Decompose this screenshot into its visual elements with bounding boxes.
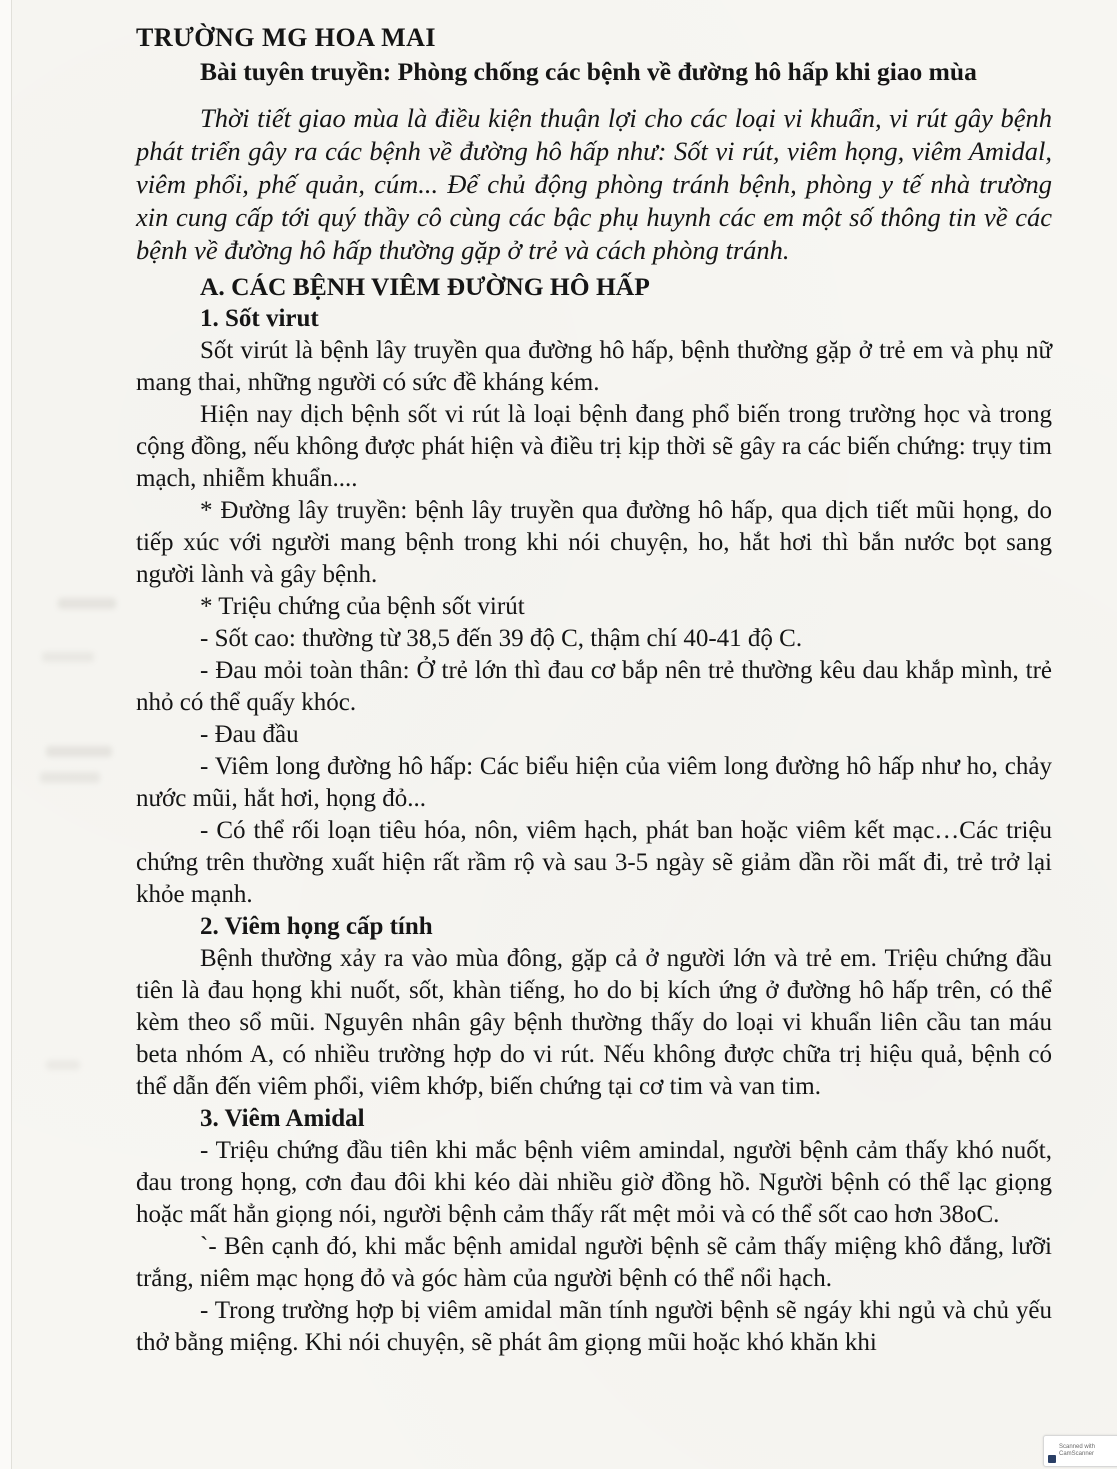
scan-bleedthrough-smudge — [40, 772, 100, 783]
paragraph-sot-virut-1: Sốt virút là bệnh lây truyền qua đường hô hấp, bệnh thường gặp ở trẻ em và phụ nữ mang thai, những người có sức đề kháng kém. — [136, 337, 1052, 396]
paragraph-viem-hong: Bệnh thường xảy ra vào mùa đông, gặp cả ở người lớn và trẻ em. Triệu chứng đầu tiên là đau họng khi nuốt, sốt, khàn tiếng, ho do bị kích ứng ở đường hô hấp trên, có thể kèm theo sổ mũi. Nguyên nhân gây bệnh thường thấy do loại vi khuẩn liên cầu tan máu beta nhóm A, có nhiều trường hợp do vi rút. Nếu không được chữa trị hiệu quả, bệnh có thể dẫn đến viêm phổi, viêm khớp, biến chứng tại cơ tim và van tim. — [136, 945, 1052, 1100]
list-item-viem-long: - Viêm long đường hô hấp: Các biểu hiện của viêm long đường hô hấp như ho, chảy nước mũi, hắt hơi, họng đỏ... — [136, 753, 1052, 812]
list-item-sot-cao: - Sốt cao: thường từ 38,5 đến 39 độ C, thậm chí 40-41 độ C. — [200, 625, 803, 652]
scanner-watermark-badge — [1043, 1435, 1117, 1467]
school-name: TRƯỜNG MG HOA MAI — [136, 23, 437, 52]
list-item-dau-dau: - Đau đầu — [200, 721, 299, 748]
scan-bleedthrough-smudge — [46, 746, 112, 757]
heading-viem-hong: 2. Viêm họng cấp tính — [200, 913, 433, 940]
scan-bleedthrough-smudge — [42, 652, 94, 662]
list-item-roi-loan: - Có thể rối loạn tiêu hóa, nôn, viêm hạch, phát ban hoặc viêm kết mạc…Các triệu chứng trên thường xuất hiện rất rầm rộ và sau 3-5 ngày sẽ giảm dần rồi mất đi, trẻ trở lại khỏe mạnh. — [136, 817, 1052, 908]
heading-sot-virut: 1. Sốt virut — [200, 305, 319, 332]
intro-paragraph: Thời tiết giao mùa là điều kiện thuận lợi cho các loại vi khuẩn, vi rút gây bệnh phát triển gây ra các bệnh về đường hô hấp như: Sốt vi rút, viêm họng, viêm Amidal, viêm phổi, phế quản, cúm... Để chủ động phòng tránh bệnh, phòng y tế nhà trường xin cung cấp tới quý thầy cô cùng các bậc phụ huynh các em một số thông tin về các bệnh về đường hô hấp thường gặp ở trẻ và cách phòng tránh. — [136, 103, 1052, 265]
document-title: Bài tuyên truyền: Phòng chống các bệnh về đường hô hấp khi giao mùa — [200, 57, 977, 86]
paragraph-amidal-2: `- Bên cạnh đó, khi mắc bệnh amidal người bệnh sẽ cảm thấy miệng khô đắng, lưỡi trắng, niêm mạc họng đỏ và góc hàm của người bệnh có thể nổi hạch. — [136, 1233, 1052, 1292]
paragraph-trieu-chung: * Triệu chứng của bệnh sốt virút — [200, 593, 525, 620]
document-body — [136, 22, 1052, 1359]
scanner-watermark-text: Scanned with CamScanner — [1059, 1444, 1096, 1457]
heading-viem-amidal: 3. Viêm Amidal — [200, 1105, 365, 1132]
list-item-dau-moi: - Đau mỏi toàn thân: Ở trẻ lớn thì đau cơ bắp nên trẻ thường kêu dau khắp mình, trẻ nhỏ có thể quấy khóc. — [136, 657, 1052, 716]
camscanner-icon — [1048, 1455, 1056, 1463]
scan-bleedthrough-smudge — [58, 598, 116, 609]
scan-bleedthrough-smudge — [46, 1060, 80, 1070]
scan-left-edge — [0, 0, 12, 1469]
paragraph-amidal-1: - Triệu chứng đầu tiên khi mắc bệnh viêm amindal, người bệnh cảm thấy khó nuốt, đau trong họng, cơn đau đôi khi kéo dài nhiều giờ đồng hồ. Người bệnh có thể lạc giọng hoặc mất hẳn giọng nói, người bệnh cảm thấy rất mệt mỏi và có thể sốt cao hơn 38oC. — [136, 1137, 1052, 1228]
paragraph-duong-lay-truyen: * Đường lây truyền: bệnh lây truyền qua đường hô hấp, qua dịch tiết mũi họng, do tiếp xúc với người mang bệnh trong khi nói chuyện, ho, hắt hơi thì bắn nước bọt sang người lành và gây bệnh. — [136, 497, 1052, 588]
paragraph-amidal-3: - Trong trường hợp bị viêm amidal mãn tính người bệnh sẽ ngáy khi ngủ và chủ yếu thở bằng miệng. Khi nói chuyện, sẽ phát âm giọng mũi hoặc khó khăn khi — [136, 1297, 1052, 1356]
paragraph-sot-virut-2: Hiện nay dịch bệnh sốt vi rút là loại bệnh đang phổ biến trong trường học và trong cộng đồng, nếu không được phát hiện và điều trị kịp thời sẽ gây ra các biến chứng: trụy tim mạch, nhiễm khuẩn.... — [136, 401, 1052, 492]
section-a-heading: A. CÁC BỆNH VIÊM ĐƯỜNG HÔ HẤP — [200, 272, 650, 301]
